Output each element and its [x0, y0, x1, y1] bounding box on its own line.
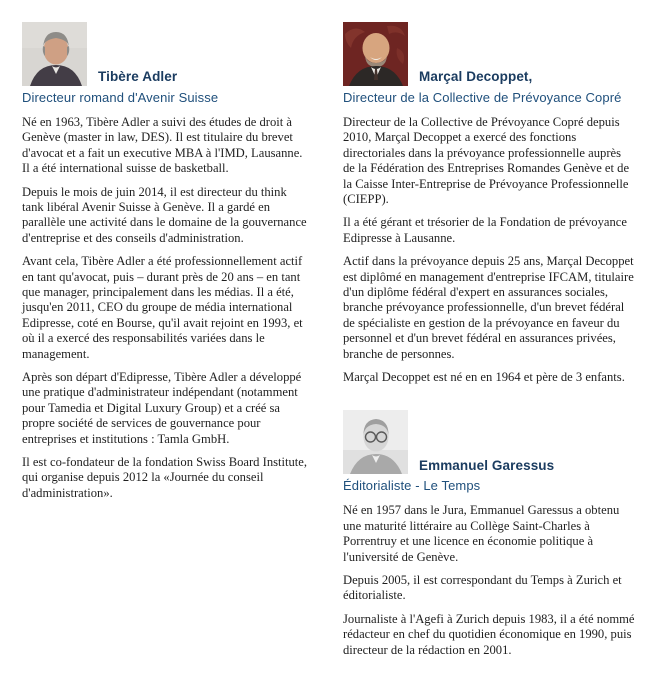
- bio-title: Directeur romand d'Avenir Suisse: [22, 90, 219, 105]
- bio-section-marcal-decoppet: [343, 22, 635, 393]
- bio-paragraph: Il a été gérant et trésorier de la Fondation de prévoyance Edipresse à Lausanne.: [343, 215, 627, 245]
- right-column: [343, 22, 635, 672]
- bio-paragraph: Depuis le mois de juin 2014, il est directeur du think tank libéral Avenir Suisse à Genève. Il a gardé en parallèle une activité dans le domaine de la gouvernance d'entreprise et des conseils d'administration.: [22, 184, 307, 245]
- bio-header: [22, 22, 310, 86]
- bio-paragraph: Actif dans la prévoyance depuis 25 ans, Marçal Decoppet est diplômé en management d'entreprise IFCAM, titulaire d'un diplôme fédéral d'expert en assurances sociales, branche prévoyance professionnelle, d'un brevet fédéral de spécialiste en gestion de la prévoyance en faveur du personnel et d'un brevet fédéral en assurances privées, branche de personnes.: [343, 254, 634, 361]
- bio-header: [343, 22, 635, 86]
- bio-paragraph: Né en 1957 dans le Jura, Emmanuel Garessus a obtenu une maturité littéraire au Collège Saint-Charles à Porrentruy et une licence en économie politique à l'université de Genève.: [343, 503, 620, 564]
- bio-header: [343, 410, 635, 474]
- portrait-photo-graphic: [22, 22, 87, 86]
- bio-paragraph: Il est co-fondateur de la fondation Swiss Board Institute, qui organise depuis 2012 la «Journée du conseil d'administration».: [22, 455, 308, 500]
- portrait-photo-graphic: [343, 410, 408, 474]
- bio-paragraph: Marçal Decoppet est né en en 1964 et père de 3 enfants.: [343, 370, 625, 385]
- bio-section-emmanuel-garessus: [343, 410, 635, 666]
- bio-paragraph: Journaliste à l'Agefi à Zurich depuis 1983, il a été nommé rédacteur en chef du quotidien économique en 1990, puis directeur de la rédaction en 2001.: [343, 611, 635, 657]
- bio-body: [343, 503, 635, 658]
- portrait-emmanuel-garessus-photo: [343, 410, 408, 474]
- bio-paragraph: Avant cela, Tibère Adler a été professionnellement actif en tant qu'avocat, puis – durant près de 20 ans – en tant que manager, principalement dans les médias. Il a été, jusqu'en 2011, CEO du groupe de média international Edipresse, coté en Bourse, qu'il avait rejoint en 1993, et où il a exercé des responsabilités variées dans le management.: [22, 254, 303, 361]
- bio-title: Éditorialiste - Le Temps: [343, 478, 481, 494]
- bio-name: Marçal Decoppet,: [419, 69, 533, 85]
- bio-body: [343, 115, 635, 386]
- bio-title: Directeur de la Collective de Prévoyance Copré: [343, 90, 622, 105]
- bio-name: Emmanuel Garessus: [419, 457, 555, 473]
- bio-paragraph: Depuis 2005, il est correspondant du Temps à Zurich et éditorialiste.: [343, 573, 622, 603]
- bio-name: Tibère Adler: [98, 69, 178, 85]
- bio-body: [22, 115, 310, 501]
- bio-paragraph: Après son départ d'Edipresse, Tibère Adler a développé une pratique d'administrateur indépendant (notamment pour Tamedia et Digital Luxury Group) et a créé sa propre société de services de gouvernance pour entreprises et institutions : Tamla GmbH.: [22, 370, 302, 446]
- portrait-photo-graphic: [343, 22, 408, 86]
- bio-paragraph: Né en 1963, Tibère Adler a suivi des études de droit à Genève (master in law, DES). Il est titulaire du brevet d'avocat et a fait un executive MBA à l'IMD, Lausanne. Il a été international suisse de basketball.: [22, 114, 303, 176]
- left-column: [22, 22, 310, 672]
- bio-paragraph: Directeur de la Collective de Prévoyance Copré depuis 2010, Marçal Decoppet a exercé des fonctions directoriales dans la prévoyance professionnelle auprès de la Fédération des Entreprises Romandes Genève et de la Caisse Inter-Entreprise de Prévoyance Professionnelle (CIEPP).: [343, 114, 630, 206]
- bio-section-tibere-adler: [22, 22, 310, 509]
- portrait-tibere-adler-photo: [22, 22, 87, 86]
- portrait-marcal-decoppet-photo: [343, 22, 408, 86]
